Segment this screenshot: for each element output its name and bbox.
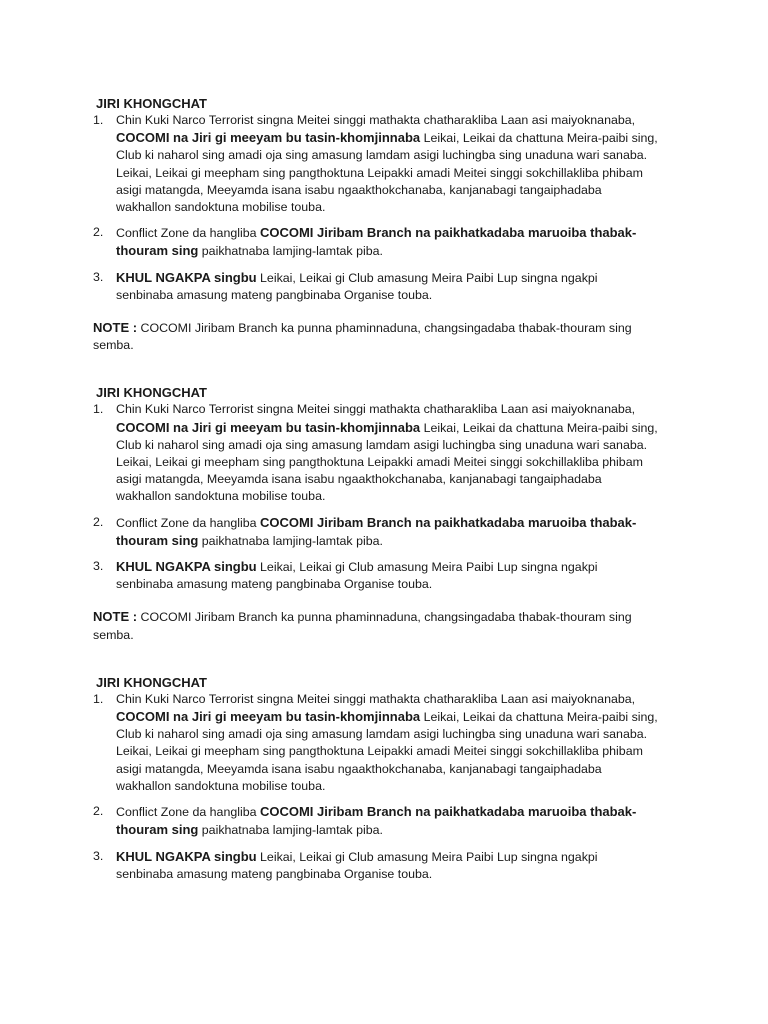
section-heading: JIRI KHONGCHAT (96, 96, 207, 111)
item-text-continued: Leikai, Leikai gi Club amasung Meira Paibi Lup singna ngakpi senbinaba amasung mateng pangbinaba Organise touba. (116, 560, 598, 592)
note-text: COCOMI Jiribam Branch ka punna phaminnaduna, changsingadaba thabak-thouram sing semba. (93, 610, 632, 642)
item-bold-text: COCOMI na Jiri gi meeyam bu tasin-khomjinnaba (116, 419, 421, 435)
item-bold-text: COCOMI Jiribam Branch na paikhatkadaba maruoiba thabak-thouram sing (116, 225, 637, 259)
list-number: 2. (93, 225, 104, 240)
list-number: 3. (93, 848, 104, 863)
list-number: 3. (93, 559, 104, 574)
section-2 (93, 384, 658, 643)
item-bold-text: COCOMI na Jiri gi meeyam bu tasin-khomjinnaba (116, 709, 421, 725)
list-item (93, 269, 658, 304)
list-number: 2. (93, 514, 104, 529)
note-paragraph (93, 319, 658, 354)
item-text-continued: Leikai, Leikai da chattuna Meira-paibi sing, Club ki naharol sing amadi oja sing amasung lamdam asigi luchingba sing unaduna wari sanaba. Leikai, Leikai gi meepham sing pangthoktuna Leipakki amadi Meitei singgi sokchillakliba phibam asigi matangda, Meeyamda isana isabu ngaakthokchanaba, kanjanabagi tangaiphadaba wakhallon sandoktuna mobilise touba. (116, 420, 658, 504)
item-bold-text: KHUL NGAKPA singbu (116, 848, 257, 864)
item-text: Conflict Zone da hangliba (116, 515, 260, 530)
numbered-list (93, 112, 658, 304)
section-3 (93, 674, 658, 883)
item-text-continued: paikhatnaba lamjing-lamtak piba. (198, 823, 383, 838)
item-bold-text: COCOMI na Jiri gi meeyam bu tasin-khomjinnaba (116, 130, 421, 146)
numbered-list (93, 691, 658, 883)
note-paragraph (93, 608, 658, 643)
section-heading: JIRI KHONGCHAT (96, 385, 207, 401)
note-label: NOTE : (93, 609, 138, 625)
item-text: Conflict Zone da hangliba (116, 226, 260, 241)
item-bold-text: COCOMI Jiribam Branch na paikhatkadaba maruoiba thabak-thouram sing (116, 804, 637, 838)
item-bold-text: KHUL NGAKPA singbu (116, 559, 257, 575)
item-text-continued: Leikai, Leikai gi Club amasung Meira Paibi Lup singna ngakpi senbinaba amasung mateng pangbinaba Organise touba. (116, 270, 598, 302)
item-text: Chin Kuki Narco Terrorist singna Meitei singgi mathakta chatharakliba Laan asi maiyoknanaba, (116, 691, 636, 706)
item-bold-text: COCOMI Jiribam Branch na paikhatkadaba maruoiba thabak-thouram sing (116, 514, 637, 548)
list-number: 1. (93, 113, 104, 127)
item-text-continued: paikhatnaba lamjing-lamtak piba. (198, 533, 383, 548)
item-text: Chin Kuki Narco Terrorist singna Meitei singgi mathakta chatharakliba Laan asi maiyoknanaba, (116, 402, 636, 417)
item-text: Chin Kuki Narco Terrorist singna Meitei singgi mathakta chatharakliba Laan asi maiyoknanaba, (116, 113, 636, 127)
item-text-continued: Leikai, Leikai da chattuna Meira-paibi sing, Club ki naharol sing amadi oja sing amasung lamdam asigi luchingba sing unaduna wari sanaba. Leikai, Leikai gi meepham sing pangthoktuna Leipakki amadi Meitei singgi sokchillakliba phibam asigi matangda, Meeyamda isana isabu ngaakthokchanaba, kanjanabagi tangaiphadaba wakhallon sandoktuna mobilise touba. (116, 710, 658, 793)
item-text-continued: Leikai, Leikai da chattuna Meira-paibi sing, Club ki naharol sing amadi oja sing amasung lamdam asigi luchingba sing unaduna wari sanaba. Leikai, Leikai gi meepham sing pangthoktuna Leipakki amadi Meitei singgi sokchillakliba phibam asigi matangda, Meeyamda isana isabu ngaakthokchanaba, kanjanabagi tangaiphadaba wakhallon sandoktuna mobilise touba. (116, 131, 658, 215)
note-text: COCOMI Jiribam Branch ka punna phaminnaduna, changsingadaba thabak-thouram sing semba. (93, 321, 632, 353)
list-item (93, 691, 658, 795)
item-text-continued: paikhatnaba lamjing-lamtak piba. (198, 244, 383, 259)
note-label: NOTE : (93, 320, 138, 336)
item-bold-text: KHUL NGAKPA singbu (116, 269, 257, 285)
list-number: 3. (93, 269, 104, 284)
list-item (93, 803, 658, 839)
list-item (93, 112, 658, 216)
list-item (93, 401, 658, 505)
list-item (93, 558, 658, 593)
item-text-continued: Leikai, Leikai gi Club amasung Meira Paibi Lup singna ngakpi senbinaba amasung mateng pangbinaba Organise touba. (116, 849, 598, 881)
list-number: 1. (93, 402, 104, 417)
list-number: 1. (93, 691, 104, 706)
section-heading: JIRI KHONGCHAT (96, 674, 207, 690)
list-item (93, 224, 658, 260)
numbered-list (93, 401, 658, 593)
list-item (93, 514, 658, 550)
item-text: Conflict Zone da hangliba (116, 805, 260, 820)
list-item (93, 848, 658, 883)
section-1 (93, 95, 658, 354)
list-number: 2. (93, 804, 104, 819)
